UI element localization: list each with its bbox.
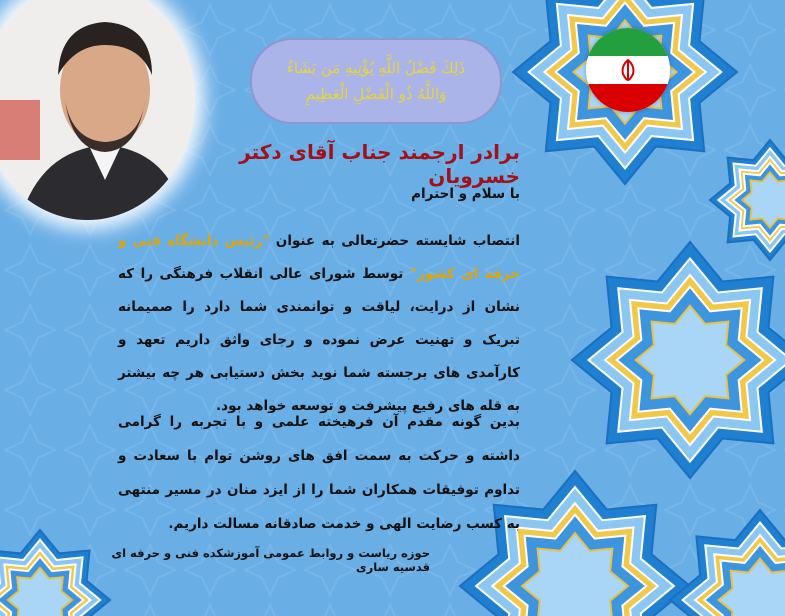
paragraph-2: بدین گونه مقدم آن فرهیخته علمی و با تجربه را گرامی داشته و حرکت به سمت افق های روشن توام با سعادت و تداوم توفیقات همکاران شما را از ایزد منان در مسیر منتهی به کسب رضایت الهی و خدمت صادقانه مسالت داریم. xyxy=(118,414,520,532)
verse-line-1: ذَلِكَ فَضْلُ اللَّهِ يُؤْتِيهِ مَن يَشَاءُ xyxy=(286,59,466,77)
position-highlight: "رئیس دانشگاه فنی و حرفه ای کشور" xyxy=(118,233,520,282)
decorative-star xyxy=(636,306,745,415)
paragraph-1 xyxy=(118,225,520,423)
paragraph-1-before: انتصاب شایسته حضرتعالی به عنوان xyxy=(269,233,520,249)
greeting: با سلام و احترام xyxy=(411,186,520,202)
verse-line-2: وَاللَّهُ ذُو الْفَضْلِ الْعَظِيمِ xyxy=(305,85,447,103)
paragraph-1-after: توسط شورای عالی انقلاب فرهنگی را که نشان از درایت، لیاقت و توانمندی شما دارد را صمیمانه تبریک و تهنیت عرض نموده و رجای واثق داریم تعهد و کارآمدی های برجسته شما نوید بخش دستیابی هر چه بیشتر به قله های رفیع پیشرفت و توسعه خواهد بود. xyxy=(118,266,520,414)
iran-flag-icon xyxy=(586,28,670,112)
page-title: برادر ارجمند جناب آقای دکتر خسرویان xyxy=(239,140,520,188)
signature: حوزه ریاست و روابط عمومی آموزشکده فنی و حرفه ای قدسیه ساری xyxy=(111,546,430,574)
quran-verse-banner xyxy=(250,38,502,124)
